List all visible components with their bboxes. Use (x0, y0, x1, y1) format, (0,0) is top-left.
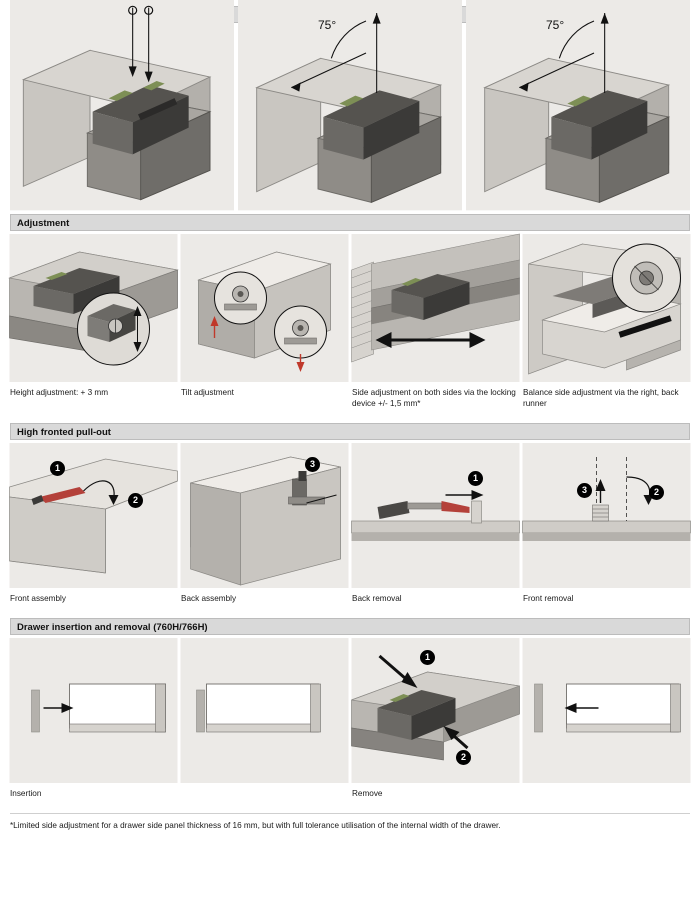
figure-back-assembly (181, 443, 348, 588)
figure-insertion-step-2 (181, 638, 348, 783)
caption-row (10, 788, 690, 799)
figure-inner-drawer (466, 18, 690, 184)
figure-front-assembly (10, 443, 177, 588)
panel-row (10, 18, 690, 184)
callout-1: 1 (420, 650, 435, 665)
panel-row (10, 443, 690, 588)
figure-balance-side-adjustment (523, 234, 690, 382)
section-title: Adjustment (10, 214, 690, 231)
caption-front-removal: Front removal (523, 594, 574, 603)
figure-insertion-step-1 (10, 638, 177, 783)
figure-three-sided-drawer (238, 18, 462, 184)
section-title: Drawer insertion and removal (760H/766H) (10, 618, 690, 635)
caption-row (10, 387, 690, 409)
svg-text:75°: 75° (318, 18, 337, 33)
caption-back-removal: Back removal (352, 594, 402, 603)
figure-tilt-adjustment (181, 234, 348, 382)
caption-insertion: Insertion (10, 789, 42, 798)
caption-balance-side-adjustment: Balance side adjustment via the right, back runner (523, 388, 679, 408)
figure-height-adjustment (10, 234, 177, 382)
callout-2: 2 (456, 750, 471, 765)
caption-back-assembly: Back assembly (181, 594, 237, 603)
section-high-fronted-pull-out (10, 423, 690, 604)
callout-2: 2 (649, 485, 664, 500)
callout-3: 3 (305, 457, 320, 472)
caption-row (10, 593, 690, 604)
callout-3: 3 (577, 483, 592, 498)
figure-four-sided-drawer (10, 26, 234, 184)
section-title: High fronted pull-out (10, 423, 690, 440)
figure-front-removal (523, 443, 690, 588)
figure-remove (352, 638, 519, 783)
section-drawer-insertion-removal (10, 618, 690, 799)
caption-blank-2 (523, 788, 690, 799)
callout-2: 2 (128, 493, 143, 508)
callout-1: 1 (468, 471, 483, 486)
figure-side-adjustment (352, 234, 519, 382)
panel-row (10, 234, 690, 382)
section-locking-device (10, 6, 690, 200)
callout-1: 1 (50, 461, 65, 476)
figure-back-removal (352, 443, 519, 588)
svg-text:75°: 75° (546, 18, 565, 33)
caption-blank-1 (181, 788, 348, 799)
caption-front-assembly: Front assembly (10, 594, 66, 603)
section-adjustment (10, 214, 690, 409)
caption-height-adjustment: Height adjustment: + 3 mm (10, 388, 109, 397)
figure-remove-step-2 (523, 638, 690, 783)
caption-tilt-adjustment: Tilt adjustment (181, 388, 234, 397)
caption-side-adjustment: Side adjustment on both sides via the locking device +/- 1,5 mm* (352, 388, 516, 408)
panel-row (10, 638, 690, 783)
footnote: *Limited side adjustment for a drawer side panel thickness of 16 mm, but with full tolerance utilisation of the internal width of the drawer. (10, 813, 690, 830)
caption-remove: Remove (352, 789, 383, 798)
